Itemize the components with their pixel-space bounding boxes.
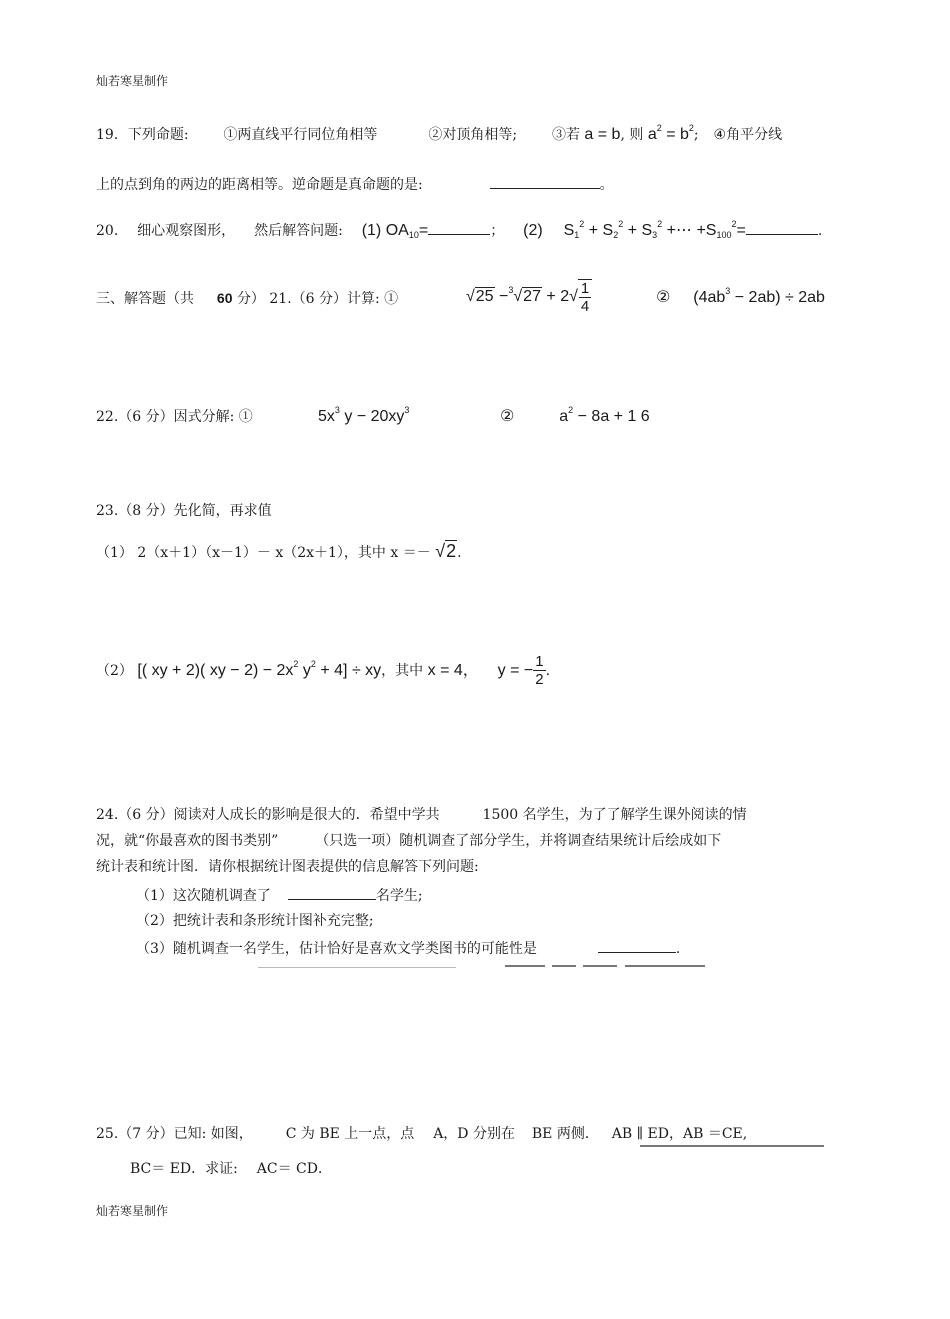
page-footer: 灿若寒星制作: [96, 1204, 169, 1218]
question-22: 22.（6 分）因式分解: ①: [96, 409, 253, 425]
q24-sub-3-blank[interactable]: [598, 938, 676, 953]
q25-figure-edge-line: [640, 1145, 824, 1147]
question-23-title: 23.（8 分）先化简，再求值: [96, 503, 272, 519]
question-20: 20. 细心观察图形， 然后解答问题: (1) $OA_{10}=$ ； (2) $S_1^2 + S_2^2 + S_3^2$ +⋯ $+S_{100}^2=$ .: [96, 219, 823, 240]
chart-edge-mark-4: [625, 965, 705, 967]
page-header: 灿若寒星制作: [96, 74, 169, 88]
q22-expression-1: $5x^3$ $y - 20xy^3$: [318, 405, 410, 425]
q19-math-a-eq-b: a = b: [584, 126, 621, 143]
q19-answer-blank[interactable]: [490, 174, 600, 189]
chart-edge-mark-3: [583, 965, 617, 967]
q21-expression-1: √25 −$^3$√27 + 2√ $\frac{1}{4}$: [466, 272, 592, 322]
question-24-line-3: 统计表和统计图．请你根据统计图表提供的信息解答下列问题:: [96, 859, 479, 875]
q23-part-1: （1） 2（x＋1）（x－1）－ x（2x＋1），其中 x ＝－ √2.: [96, 541, 462, 561]
question-19-line-2: 上的点到角的两边的距离相等。逆命题是真命题的是: 。: [96, 174, 614, 194]
q19-prop-3: ③若: [551, 127, 580, 143]
chart-edge-mark-2: [552, 965, 576, 967]
q22-expression-2: ② $a^2 - 8a + 1$ 6: [500, 405, 650, 425]
question-24-line-2: 况，就“你最喜欢的图书类别” （只选一项）随机调查了部分学生，并将调查结果统计后绘成如下: [96, 833, 722, 849]
question-25-line-1: 25.（7 分）已知: 如图， C 为 BE 上一点，点 A，D 分别在 BE 两侧． AB ∥ ED，AB ＝CE,: [96, 1126, 748, 1142]
question-24-line-1: 24.（6 分）阅读对人成长的影响是很大的．希望中学共 1500 名学生，为了了解学生课外阅读的情: [96, 807, 747, 823]
question-25-line-2: BC＝ ED．求证: AC＝ CD．: [130, 1161, 332, 1177]
q19-number: 19．下列命题:: [96, 127, 189, 143]
section-3-q21: 三、解答题（共 60 分） 21.（6 分）计算: ①: [96, 290, 399, 307]
table-edge-line: [258, 967, 456, 968]
q21-label: 21.（6 分）计算: ①: [269, 291, 399, 307]
q23-part-2: （2） [( xy + 2)( xy − $2) - 2x^2$ $y^2 + 4$] ÷ xy，其中 x = 4， y = − $\frac{1}{2}$ .: [96, 653, 551, 689]
q20-part1-blank[interactable]: [428, 220, 490, 235]
q21-expression-2: ② $(4ab^3 - 2ab) \div 2ab$: [656, 286, 825, 306]
q19-prop-1: ①两直线平行同位角相等: [223, 127, 378, 143]
chart-edge-mark-1: [505, 965, 545, 967]
q24-sub-3: （3）随机调查一名学生，估计恰好是喜欢文学类图书的可能性是 .: [136, 938, 680, 958]
q19-prop-4: ④角平分线: [713, 127, 783, 143]
q24-sub-2: （2）把统计表和条形统计图补充完整;: [136, 913, 374, 929]
q20-part2-blank[interactable]: [746, 220, 818, 235]
q19-prop-2: ②对顶角相等;: [428, 127, 518, 143]
question-19-line-1: 19．下列命题: ①两直线平行同位角相等 ②对顶角相等; ③若 a = b, 则 $a^2 = b^2$; ④角平分线: [96, 123, 783, 143]
q24-sub-1-blank[interactable]: [288, 885, 376, 900]
section-title: 三、解答题（共: [96, 291, 194, 307]
q24-sub-1: （1）这次随机调查了 名学生;: [136, 885, 423, 905]
q20-series-expression: $S_1^2 + S_2^2 + S_3^2$ +⋯ $+S_{100}^2=$: [563, 219, 746, 240]
